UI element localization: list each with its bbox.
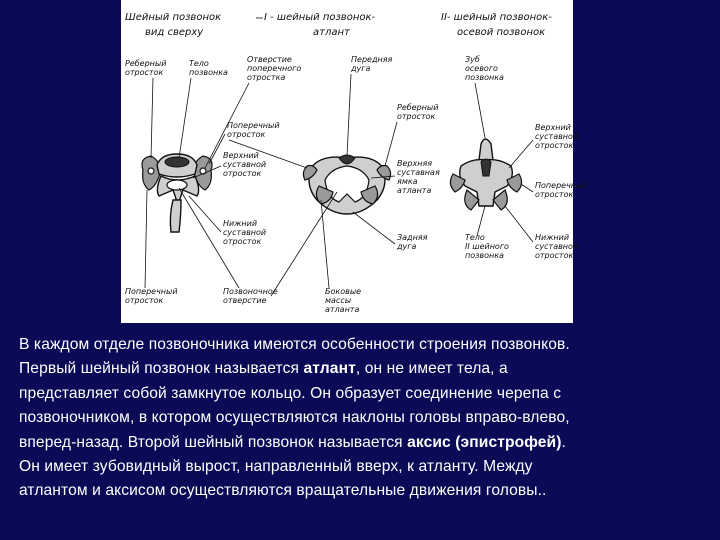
label-dens: Зуб осевого позвонка	[465, 55, 504, 82]
label-transverse-process-bottom: Поперечный отросток	[125, 287, 178, 305]
caption-line	[19, 333, 719, 357]
caption-line-2c: , он не имеет тела, а	[355, 360, 508, 378]
term-atlas: атлант	[303, 360, 356, 378]
caption-line	[19, 431, 719, 455]
label-axis-body: Тело II шейного позвонка	[465, 233, 509, 260]
axis-drawing	[450, 139, 521, 210]
label-vertebral-body: Тело позвонка	[189, 59, 228, 77]
label-transverse-process-right: Поперечный отросток	[535, 181, 588, 199]
label-superior-articular-right: Верхний суставной отросток	[535, 123, 579, 150]
caption-line-1: В каждом отделе позвоночника имеются особенности строения позвонков.	[19, 336, 570, 353]
caption-line-5a: вперед-назад. Второй шейный позвонок называется	[19, 433, 408, 451]
header-atlas: I - шейный позвонок-атлант	[264, 12, 376, 38]
label-vertebral-foramen: Позвоночное отверстие	[223, 287, 278, 305]
vertebrae-diagram	[121, 0, 588, 323]
caption-line-5c: .	[561, 433, 566, 451]
label-transverse-foramen: Отверстие поперечного отростка	[247, 55, 302, 82]
caption-line	[19, 479, 719, 503]
label-anterior-arch: Передняя дуга	[351, 55, 393, 73]
label-costal-process-left: Реберный отросток	[125, 59, 167, 77]
label-costal-process-mid: Реберный отросток	[397, 103, 439, 121]
caption-line-4: позвоночником, в котором осуществляются наклоны головы вправо-влево,	[19, 409, 570, 427]
label-superior-articular-mid: Верхний суставной отросток	[223, 151, 267, 178]
vertebrae-figure	[121, 0, 588, 323]
caption-line-3: представляет собой замкнутое кольцо. Он образует соединение черепа с	[19, 384, 562, 402]
label-posterior-arch: Задняя дуга	[397, 233, 428, 251]
caption-line-7: атлантом и аксисом осуществляются вращательные движения головы..	[19, 482, 547, 500]
caption-line-2a: Первый шейный позвонок называется	[19, 360, 304, 378]
label-inferior-articular-right: Нижний суставной отросток	[535, 233, 579, 260]
atlas-drawing	[303, 155, 390, 214]
label-transverse-process-mid: Поперечный отросток	[227, 121, 280, 139]
label-inferior-articular-mid: Нижний суставной отросток	[223, 219, 267, 246]
caption-line	[19, 455, 719, 479]
caption-line-6: Он имеет зубовидный вырост, направленный вверх, к атланту. Между	[19, 458, 533, 476]
cervical-vertebra-drawing	[142, 154, 212, 232]
header-cervical-vertebra: Шейный позвонок вид сверху	[125, 12, 222, 38]
caption-line	[19, 382, 719, 406]
header-axis: II- шейный позвонок-осевой позвонок	[441, 12, 552, 38]
caption-line	[19, 406, 719, 430]
caption-line	[19, 357, 719, 381]
caption-text	[19, 333, 719, 504]
term-axis: аксис (эпистрофей)	[407, 433, 562, 451]
label-superior-articular-fovea: Верхняя суставная ямка атланта	[397, 159, 440, 195]
label-lateral-masses: Боковые массы атланта	[325, 287, 362, 314]
